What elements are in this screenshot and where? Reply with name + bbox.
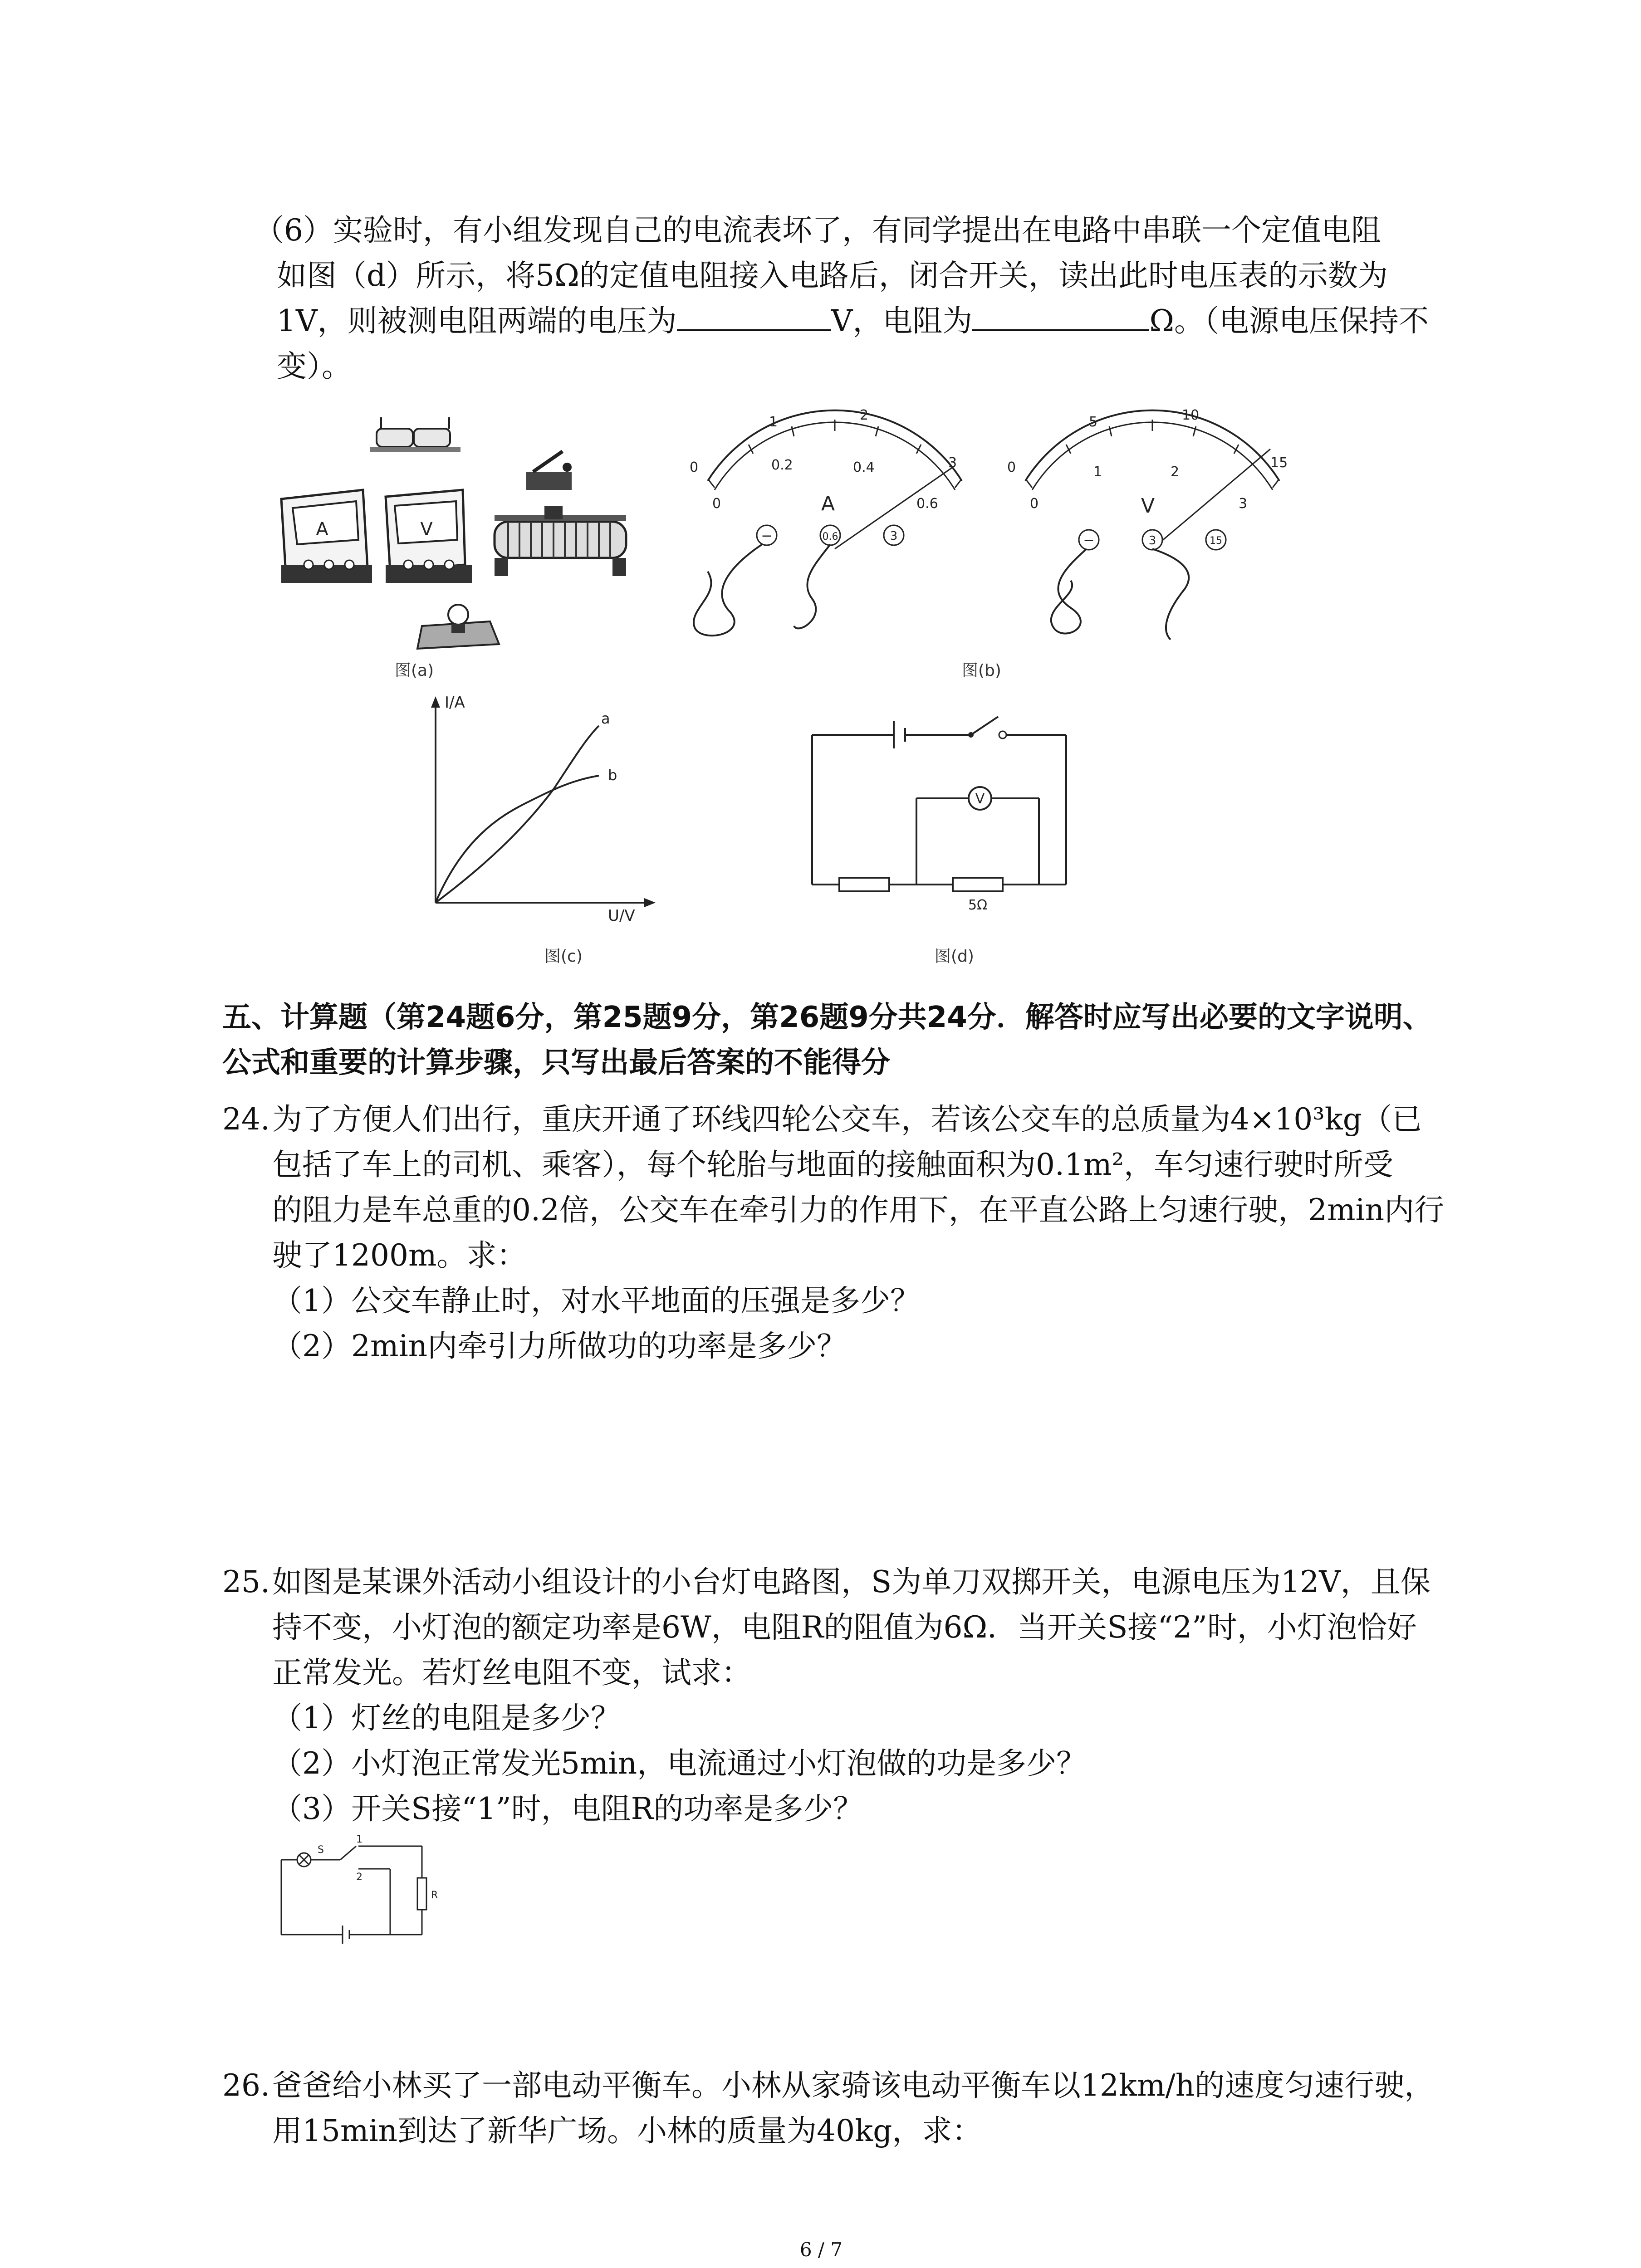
svg-text:R: R (431, 1890, 438, 1901)
q25-circuit (272, 1833, 463, 1946)
svg-text:0: 0 (1007, 459, 1016, 475)
svg-text:0: 0 (690, 459, 699, 475)
voltmeter-dial (1007, 407, 1288, 640)
figure-d-caption: 图(d) (935, 947, 974, 966)
q25-sub2: （2）小灯泡正常发光5min，电流通过小灯泡做的功是多少？ (272, 1746, 1087, 1781)
q23-line3-c: Ω。（电源电压保持不 (1149, 303, 1429, 338)
svg-text:V: V (1141, 494, 1155, 518)
svg-text:1: 1 (769, 414, 778, 430)
y-axis-label: I/A (445, 694, 465, 712)
q24-line1: 为了方便人们出行，重庆开通了环线四轮公交车，若该公交车的总质量为4×10³kg（已 (272, 1102, 1422, 1137)
svg-text:S: S (318, 1844, 324, 1856)
svg-text:0.2: 0.2 (771, 457, 793, 473)
q25-line2: 持不变，小灯泡的额定功率是6W，电阻R的阻值为6Ω．当开关S接“2”时，小灯泡恰好 (272, 1610, 1417, 1645)
q25-line3: 正常发光。若灯丝电阻不变，试求： (272, 1655, 751, 1690)
q23-line3 (277, 299, 1429, 343)
figure-b-caption: 图(b) (962, 661, 1001, 680)
q23-line1: （6）实验时，有小组发现自己的电流表坏了，有同学提出在电路中串联一个定值电阻 (254, 213, 1381, 248)
svg-text:−: − (761, 528, 773, 544)
svg-text:0.6: 0.6 (822, 531, 838, 543)
q25-line1: 如图是某课外活动小组设计的小台灯电路图，S为单刀双掷开关，电源电压为12V，且保 (272, 1564, 1430, 1599)
svg-text:2: 2 (356, 1872, 362, 1883)
q26-line1: 爸爸给小林买了一部电动平衡车。小林从家骑该电动平衡车以12km/h的速度匀速行驶， (272, 2068, 1435, 2103)
question-26 (222, 2064, 1502, 2164)
svg-text:3: 3 (1148, 534, 1156, 547)
q24-line4: 驶了1200m。求： (272, 1238, 527, 1273)
figure-d-circuit (803, 708, 1075, 916)
q23-line2: 如图（d）所示，将5Ω的定值电阻接入电路后，闭合开关，读出此时电压表的示数为 (277, 258, 1388, 293)
answer-blank-resistance[interactable] (972, 302, 1149, 331)
question-25 (222, 1560, 1502, 1842)
q24-sub2: （2）2min内牵引力所做功的功率是多少？ (272, 1329, 847, 1364)
svg-text:2: 2 (860, 407, 869, 423)
svg-text:A: A (821, 492, 835, 515)
svg-text:0.4: 0.4 (853, 459, 875, 475)
q25-sub3: （3）开关S接“1”时，电阻R的功率是多少？ (272, 1791, 863, 1826)
svg-text:5: 5 (1089, 414, 1098, 430)
figure-c-graph (408, 689, 662, 925)
svg-text:15: 15 (1210, 535, 1222, 547)
svg-text:1: 1 (1093, 464, 1102, 480)
q23-line3-a: 1V，则被测电阻两端的电压为 (277, 303, 677, 338)
q23-line3-b: V，电阻为 (831, 303, 973, 338)
q25-number: 25. (222, 1564, 270, 1599)
curve-a (436, 726, 599, 903)
svg-text:V: V (975, 791, 985, 807)
page-number: 6 / 7 (799, 2239, 843, 2261)
ammeter-dial (690, 407, 962, 635)
svg-text:10: 10 (1182, 407, 1200, 423)
q24-sub1: （1）公交车静止时，对水平地面的压强是多少？ (272, 1283, 920, 1318)
q24-line3: 的阻力是车总重的0.2倍，公交车在牵引力的作用下，在平直公路上匀速行驶，2min内行 (272, 1193, 1445, 1227)
lamp-holder-icon (417, 605, 499, 649)
answer-blank-voltage[interactable] (677, 302, 831, 331)
section5-line2: 公式和重要的计算步骤，只写出最后答案的不能得分 (222, 1046, 890, 1080)
svg-text:V: V (420, 519, 433, 540)
svg-text:1: 1 (356, 1834, 362, 1845)
q24-number: 24. (222, 1102, 270, 1137)
rheostat-icon (495, 506, 626, 576)
svg-text:15: 15 (1270, 455, 1288, 471)
q25-sub1: （1）灯丝的电阻是多少？ (272, 1701, 621, 1735)
q26-line2: 用15min到达了新华广场。小林的质量为40kg，求： (272, 2113, 982, 2148)
battery-icon (370, 417, 460, 452)
figure-a-equipment (272, 408, 644, 680)
svg-text:b: b (608, 767, 617, 784)
q23-line4: 变）。 (277, 349, 352, 384)
q26-number: 26. (222, 2068, 270, 2103)
section5-line1: 五、计算题（第24题6分，第25题9分，第26题9分共24分．解答时应写出必要的文字说明、 (222, 1001, 1432, 1034)
svg-text:2: 2 (1171, 464, 1180, 480)
question-24 (222, 1098, 1502, 1379)
svg-text:a: a (601, 710, 610, 727)
svg-text:0: 0 (712, 496, 721, 512)
switch-icon (526, 451, 572, 490)
voltmeter-device-icon (386, 490, 472, 583)
svg-text:3: 3 (890, 529, 898, 543)
ammeter-device-icon (281, 490, 372, 583)
svg-text:A: A (316, 519, 328, 540)
svg-text:0.6: 0.6 (916, 496, 938, 512)
svg-text:5Ω: 5Ω (968, 897, 988, 913)
svg-text:3: 3 (1239, 496, 1248, 512)
figure-b-dials (681, 399, 1307, 653)
svg-text:−: − (1083, 533, 1095, 548)
figure-a-caption: 图(a) (395, 661, 434, 680)
x-axis-label: U/V (608, 907, 635, 925)
svg-text:0: 0 (1030, 496, 1039, 512)
q23-part6 (254, 209, 1479, 399)
q24-line2: 包括了车上的司机、乘客），每个轮胎与地面的接触面积为0.1m²，车匀速行驶时所受 (272, 1147, 1394, 1182)
svg-text:3: 3 (948, 455, 957, 471)
figure-c-caption: 图(c) (544, 947, 583, 966)
section5-heading (222, 996, 1493, 1086)
